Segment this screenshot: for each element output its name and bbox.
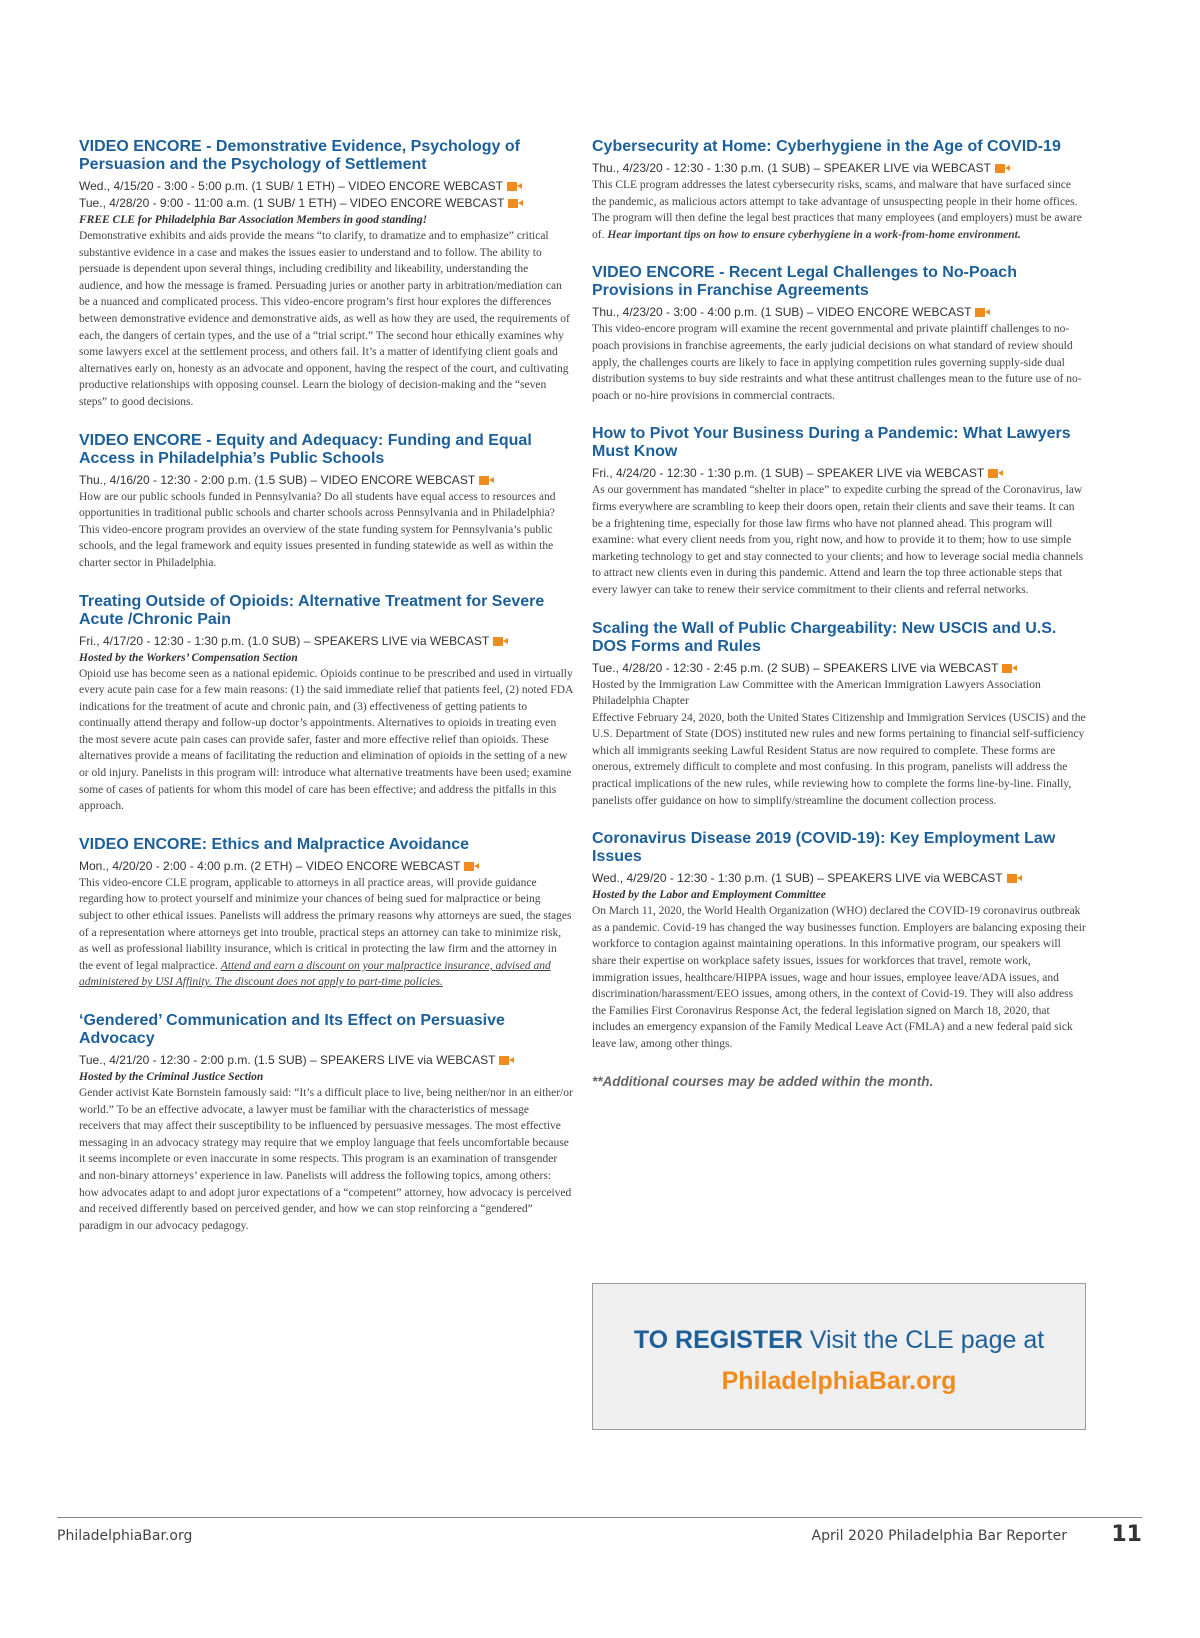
course-block [592,830,1086,1052]
course-title: VIDEO ENCORE: Ethics and Malpractice Avoidance [79,835,470,853]
footer-site: PhiladelphiaBar.org [57,1528,193,1544]
video-camera-icon [499,1056,509,1065]
course-block [79,432,573,572]
video-camera-icon [1007,874,1017,883]
course-description [592,710,1086,810]
course-date [592,870,1086,887]
course-description [79,489,573,572]
course-description-text: As our government has mandated “shelter in place” to expedite curbing the spread of the Coronavirus, law firms everywhere are scrambling to keep their doors open, retain their clients and save their teams. It can be a frightening time, especially for those law firms who have not planned ahead. This program will examine: what every client needs from you, right now, and how to provide it to them; how to use simple marketing technology to get and stay connected to your clients; and how to leverage social media channels to attract new clients even in during this pandemic. Attend and learn the top three actionable steps that every lawyer can take to renew their service commitment to their clients and referral networks. [592,484,1084,596]
video-camera-icon [975,308,985,317]
course-description [79,228,573,411]
course-host-note: Hosted by the Immigration Law Committee with the American Immigration Lawyers Association Philadelphia Chapter [592,678,1041,708]
course-description-text: Effective February 24, 2020, both the United States Citizenship and Immigration Services (USCIS) and the U.S. Department of State (DOS) instituted new rules and new forms pertaining to financial self-sufficiency which all immigrants seeking Lawful Resident Status are now required to complete. These forms are onerous, extremely difficult to complete and most confusing. In this program, panelists will address the practical implications of the new rules, while reviewing how to complete the forms line-by-line. Finally, panelists offer guidance on how to simplify/streamline the document collection process. [592,711,1086,807]
course-block [592,620,1086,810]
video-camera-icon [988,469,998,478]
video-camera-icon [1002,664,1012,673]
right-column [592,138,1086,1089]
video-camera-icon [493,637,503,646]
course-description [592,482,1086,598]
course-date-text: Tue., 4/21/20 - 12:30 - 2:00 p.m. (1.5 SUB) – SPEAKERS LIVE via WEBCAST [79,1053,496,1067]
video-camera-icon [507,182,517,191]
footer-issue: April 2020 Philadelphia Bar Reporter [811,1528,1067,1544]
course-host-note: Hosted by the Criminal Justice Section [79,1071,264,1083]
course-description [79,875,573,991]
left-column [79,138,573,1255]
course-description [592,321,1086,404]
course-date-text: Fri., 4/24/20 - 12:30 - 1:30 p.m. (1 SUB) – SPEAKER LIVE via WEBCAST [592,466,985,481]
register-rest: Visit the CLE page at [802,1326,1045,1354]
course-date-text: Thu., 4/23/20 - 12:30 - 1:30 p.m. (1 SUB) – SPEAKER LIVE via WEBCAST [592,161,991,175]
course-date [79,472,573,489]
course-date [79,1052,573,1069]
course-title: How to Pivot Your Business During a Pandemic: What Lawyers Must Know [592,425,1071,461]
course-description [592,903,1086,1052]
course-date-text: Wed., 4/15/20 - 3:00 - 5:00 p.m. (1 SUB/ 1 ETH) – VIDEO ENCORE WEBCAST [79,179,503,193]
course-description-text: This video-encore program will examine the recent governmental and private plaintiff challenges to no-poach provisions in franchise agreements, the early judicial decisions on what standard of review should apply, the challenges courts are likely to face in applying competition rules governing supply-side dual distribution systems to buy side restraints and what these antitrust challenges mean to the future use of no-poach or no-hire provisions in commercial contracts. [592,323,1082,402]
course-highlight: Hear important tips on how to ensure cyberhygiene in a work-from-home environment. [607,228,1021,241]
course-title: VIDEO ENCORE - Demonstrative Evidence, Psychology of Persuasion and the Psychology of Settlement [79,138,520,173]
course-description-text: This video-encore CLE program, applicable to attorneys in all practice areas, will provide guidance regarding how to protect yourself and minimize your chances of being sued for malpractice or being subject to other ethical issues. Panelists will address the primary reasons why attorneys are sued, the stages of a representation where attorneys get into trouble, practical steps an attorney can take to minimize risk, as well as professional liability insurance, which is critical in protecting the law firm and the attorney in the event of legal malpractice. [79,876,572,972]
course-description-text: How are our public schools funded in Pennsylvania? Do all students have equal access to resources and opportunities in traditional public schools and charter schools across Pennsylvania and in Philadelphia? This video-encore program provides an overview of the state funding system for Pennsylvania’s public schools, and the legal framework and equity issues presented in funding statewide as well as within the charter sector in Philadelphia. [79,490,556,569]
course-description-text: This CLE program addresses the latest cybersecurity risks, scams, and malware that have surfaced since the pandemic, as malicious actors attempt to take advantage of unsuspecting people in their home offices. The program will then define the legal best practices that many employees (and employers) must be aware of. [592,179,1082,241]
course-description-text: Demonstrative exhibits and aids provide the means “to clarify, to dramatize and to emphasize” critical substantive evidence in a case and makes the issues easier to understand and to follow. The ability to persuade is dependent upon several things, including credibility and likeability, understanding the audience, and how the message is framed. Persuading juries or another party in arbitration/mediation can be a nuanced and complicated process. This video-encore program’s first hour explores the differences between demonstrative evidence and demonstrative aids, as well as how they are used, the requirements of each, the dangers of certain types, and the use of a “trial script.” The second hour ethically examines why some lawyers excel at the settlement process, and others fail. It’s a matter of identifying client goals and alternatives early on, honesty as an advocate and opponent, having the respect of the court, and cultivating productive relationships with opposing counsel. Learn the biology of decision-making and the “seven steps” to good decisions. [79,230,570,408]
course-title: VIDEO ENCORE - Equity and Adequacy: Funding and Equal Access in Philadelphia’s Public Schools [79,431,532,467]
course-title: Coronavirus Disease 2019 (COVID-19): Key Employment Law Issues [592,830,1056,866]
course-date [79,178,573,195]
course-host-note: FREE CLE for Philadelphia Bar Association Members in good standing! [79,214,428,226]
register-url-link[interactable]: PhiladelphiaBar.org [721,1367,957,1395]
footer-rule [57,1517,1142,1518]
course-title: ‘Gendered’ Communication and Its Effect on Persuasive Advocacy [79,1012,505,1047]
course-host-note: Hosted by the Labor and Employment Committee [592,889,826,902]
course-date-text: Wed., 4/29/20 - 12:30 - 1:30 p.m. (1 SUB) – SPEAKERS LIVE via WEBCAST [592,871,1003,886]
course-block [79,138,573,411]
video-camera-icon [464,862,474,871]
course-date-text: Tue., 4/28/20 - 9:00 - 11:00 a.m. (1 SUB/ 1 ETH) – VIDEO ENCORE WEBCAST [79,196,505,210]
course-date [79,633,573,650]
course-date-text: Thu., 4/23/20 - 3:00 - 4:00 p.m. (1 SUB) – VIDEO ENCORE WEBCAST [592,305,972,320]
course-date [79,858,573,875]
course-date [592,465,1086,482]
course-block [592,138,1086,243]
video-camera-icon [479,476,489,485]
course-title: Treating Outside of Opioids: Alternative Treatment for Severe Acute /Chronic Pain [79,592,545,628]
course-date-text: Tue., 4/28/20 - 12:30 - 2:45 p.m. (2 SUB) – SPEAKERS LIVE via WEBCAST [592,660,999,675]
course-date [79,195,573,212]
course-date [592,160,1086,177]
course-block [592,425,1086,598]
additional-courses-note: **Additional courses may be added within the month. [592,1073,934,1089]
course-title: Scaling the Wall of Public Chargeability: New USCIS and U.S. DOS Forms and Rules [592,619,1057,655]
course-title: VIDEO ENCORE - Recent Legal Challenges to No-Poach Provisions in Franchise Agreements [592,264,1017,300]
course-date-text: Fri., 4/17/20 - 12:30 - 1:30 p.m. (1.0 SUB) – SPEAKERS LIVE via WEBCAST [79,633,490,648]
course-description [79,666,573,815]
course-description-text: Gender activist Kate Bornstein famously said: “It’s a difficult place to live, being neither/nor in an either/or world.” To be an effective advocate, a lawyer must be familiar with the characteristics of message receivers that may affect their susceptibility to be influenced by persuasive messages. The most effective messaging in an advocacy strategy may require that we employ language that feels uncomfortable because it seems incomplete or even inaccurate in some respects. This program is an examination of transgender and non-binary attorneys’ experience in law. Panelists will address the following topics, among others: how advocates adapt to and adopt juror expectations of a “competent” attorney, how advocacy is perceived and received differently based on perceived gender, and how we can stop reinforcing a “gendered” paradigm in our advocacy pedagogy. [79,1087,573,1232]
course-date [592,660,1086,677]
register-bold: TO REGISTER [633,1326,803,1354]
course-description [592,177,1086,243]
register-text [593,1326,1085,1355]
course-block [592,264,1086,404]
course-title: Cybersecurity at Home: Cyberhygiene in the Age of COVID-19 [592,138,1061,155]
course-description-text: Opioid use has become seen as a national epidemic. Opioids continue to be prescribed and used in virtually every acute pain case for a few main reasons: (1) the said immediate relief that patients feel, (2) noted FDA indications for the treatment of acute and chronic pain, and (3) effectiveness of getting patients to continually attend therapy and follow-up doctor’s appointments. Alternatives to opioids in treating even the most severe acute pain cases can provide safer, faster and more effective relief than opioids. These alternatives provide a means of facilitating the reduction and elimination of opioids in the setting of a new or old injury. Panelists in this program will: introduce what alternative treatments have been used; examine some of cases of patients for whom this model of care has been effective; and address the pitfalls in this approach. [79,667,573,813]
page-number: 11 [1111,1522,1142,1547]
video-camera-icon [995,164,1005,173]
course-date [592,304,1086,321]
course-block [79,1012,573,1234]
malpractice-discount-link[interactable]: Attend and earn a discount on your malpractice insurance, advised and administered by USI Affinity. The discount does not apply to part-time policies. [79,959,551,989]
course-description [79,1085,573,1234]
course-description-text: On March 11, 2020, the World Health Organization (WHO) declared the COVID-19 coronavirus outbreak as a pandemic. Covid-19 has changed the way businesses function. Employers are balancing exposing their workforce to contagion against maintaining operations. In this informative program, our speakers will share their expertise on workplace safety issues, issues for workforces that travel, remote work, immigration issues, healthcare/HIPPA issues, wage and hour issues, employee leave/ADA issues, and discrimination/harassment/EEO issues, among others, in the context of Covid-19. They will also address the Families First Coronavirus Response Act, the federal legislation signed on March 18, 2020, that includes an emergency expansion of the Family Medical Leave Act (FMLA) and a new federal paid sick leave law, among other things. [592,905,1086,1050]
register-box [592,1283,1086,1430]
course-date-text: Thu., 4/16/20 - 12:30 - 2:00 p.m. (1.5 SUB) – VIDEO ENCORE WEBCAST [79,472,476,487]
course-block [79,836,573,991]
course-date-text: Mon., 4/20/20 - 2:00 - 4:00 p.m. (2 ETH) – VIDEO ENCORE WEBCAST [79,858,461,873]
course-host-note: Hosted by the Workers’ Compensation Section [79,651,298,664]
video-camera-icon [508,199,518,208]
course-block [79,593,573,815]
